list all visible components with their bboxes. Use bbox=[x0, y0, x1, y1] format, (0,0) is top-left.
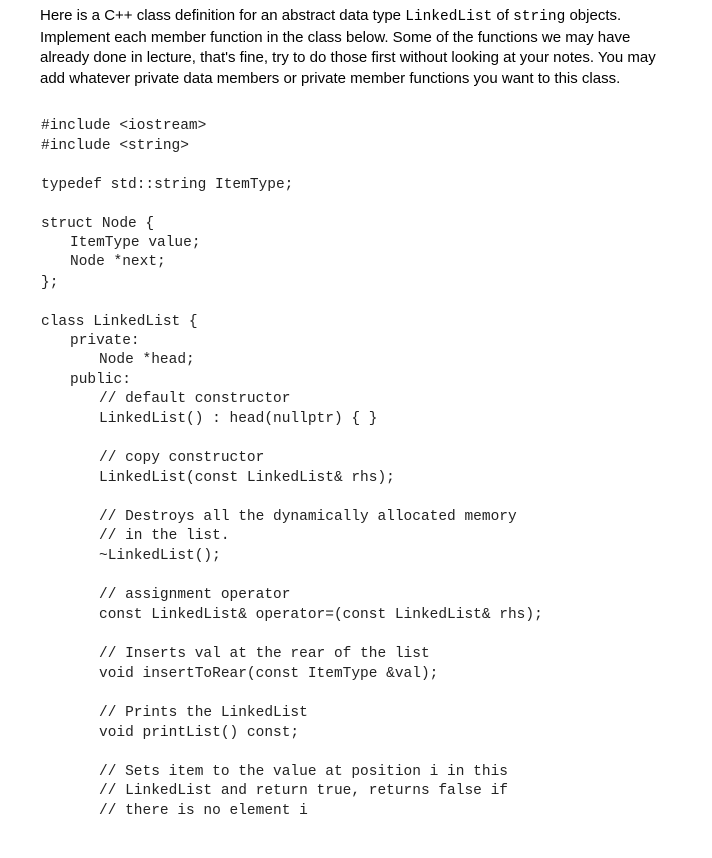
intro-code-linkedlist: LinkedList bbox=[405, 9, 493, 25]
intro-code-string: string bbox=[513, 9, 566, 25]
code-public-label: public: bbox=[70, 372, 131, 388]
intro-text-1: Here is a C++ class definition for an abstract data type bbox=[40, 7, 406, 24]
code-struct-close: }; bbox=[41, 275, 59, 291]
intro-text-2: of bbox=[492, 7, 514, 24]
code-assign-op: const LinkedList& operator=(const LinkedList& rhs); bbox=[99, 607, 543, 623]
code-comment-print: // Prints the LinkedList bbox=[99, 705, 308, 721]
code-destructor: ~LinkedList(); bbox=[99, 548, 221, 564]
code-comment-insert: // Inserts val at the rear of the list bbox=[99, 646, 430, 662]
code-struct-next: Node *next; bbox=[70, 254, 166, 270]
code-insert-to-rear: void insertToRear(const ItemType &val); bbox=[99, 666, 439, 682]
code-comment-destroys-2: // in the list. bbox=[99, 528, 230, 544]
intro-paragraph bbox=[40, 6, 680, 89]
code-class-open: class LinkedList { bbox=[41, 314, 198, 330]
code-comment-assign: // assignment operator bbox=[99, 587, 291, 603]
code-struct-open: struct Node { bbox=[41, 216, 155, 232]
code-struct-value: ItemType value; bbox=[70, 235, 201, 251]
code-comment-sets-1: // Sets item to the value at position i in this bbox=[99, 764, 508, 780]
code-comment-destroys-1: // Destroys all the dynamically allocated memory bbox=[99, 509, 517, 525]
code-copy-ctor: LinkedList(const LinkedList& rhs); bbox=[99, 470, 395, 486]
code-comment-copy-ctor: // copy constructor bbox=[99, 450, 265, 466]
intro-text-3: objects. Implement each member function in the class below. Some of the functions we may have already done in lecture, that's fine, try to do those first without looking at your notes. You may add whatever private data members or private member functions you want to this class. bbox=[40, 7, 656, 87]
code-comment-default-ctor: // default constructor bbox=[99, 391, 291, 407]
code-head-member: Node *head; bbox=[99, 352, 195, 368]
code-comment-sets-2: // LinkedList and return true, returns false if bbox=[99, 783, 508, 799]
code-block bbox=[41, 116, 701, 819]
code-private-label: private: bbox=[70, 333, 140, 349]
code-comment-sets-3: // there is no element i bbox=[99, 803, 308, 819]
code-typedef: typedef std::string ItemType; bbox=[41, 177, 294, 193]
code-print-list: void printList() const; bbox=[99, 725, 300, 741]
code-include-iostream: #include <iostream> bbox=[41, 118, 207, 134]
code-include-string: #include <string> bbox=[41, 138, 189, 154]
code-default-ctor: LinkedList() : head(nullptr) { } bbox=[99, 411, 378, 427]
